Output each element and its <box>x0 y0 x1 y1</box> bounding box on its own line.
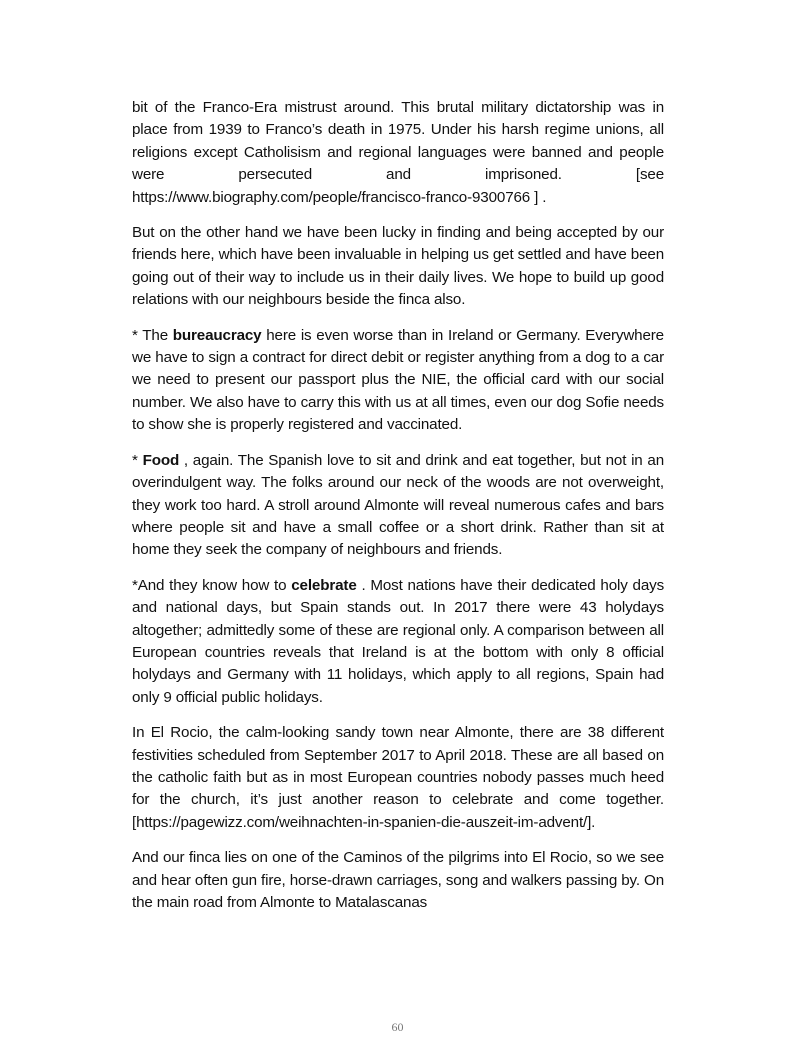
food-keyword: Food <box>142 451 180 469</box>
paragraph-food-body: , again. The Spanish love to sit and drink and eat together, but not in an overindulgent way. The folks around our neck of the woods are not overweight, they work too hard. A stroll around Almonte will reveal numerous cafes and bars where people sit and have a small coffee or a short drink. Rather than sit at home they seek the company of neighbours and friends. <box>132 451 664 559</box>
page-body <box>132 97 664 927</box>
paragraph-friends: But on the other hand we have been lucky in finding and being accepted by our friends here, which have been invaluable in helping us get settled and have been going out of their way to include us in their daily lives. We hope to build up good relations with our neighbours beside the finca also. <box>132 224 664 309</box>
paragraph-celebrate-lead: *And they know how to <box>132 576 292 594</box>
paragraph-bureaucracy-body: here is even worse than in Ireland or Germany. Everywhere we have to sign a contract for direct debit or register anything from a dog to a car we need to present our passport plus the NIE, the official card with our social number. We also have to carry this with us at all times, even our dog Sofie needs to show she is properly registered and vaccinated. <box>132 326 664 434</box>
page-number: 60 <box>391 1020 404 1034</box>
paragraph-celebrate-body: . Most nations have their dedicated holy days and national days, but Spain stands out. In 2017 there were 43 holydays altogether; admittedly some of these are regional only. A comparison between all European countries reveals that Ireland is at the bottom with only 8 official holydays and Germany with 11 holidays, which apply to all regions, Spain had only 9 official public holidays. <box>132 576 665 706</box>
paragraph-finca-caminos: And our finca lies on one of the Caminos of the pilgrims into El Rocio, so we see and hear often gun fire, horse-drawn carriages, song and walkers passing by. On the main road from Almonte to Matalascanas <box>132 849 664 911</box>
celebrate-keyword: celebrate <box>291 576 357 594</box>
paragraph-el-rocio: In El Rocio, the calm-looking sandy town near Almonte, there are 38 different festivities scheduled from September 2017 to April 2018. These are all based on the catholic faith but as in most European countries nobody passes much heed for the church, it’s just another reason to celebrate and come together. [https://pagewizz.com/weihnachten-in-spanien-die-auszeit-im-advent/]. <box>132 724 664 831</box>
paragraph-food-lead: * <box>132 451 143 469</box>
paragraph-bureaucracy <box>132 325 664 437</box>
paragraph-celebrate <box>132 575 664 709</box>
bureaucracy-keyword: bureaucracy <box>172 326 262 344</box>
paragraph-bureaucracy-lead: * The <box>132 326 173 344</box>
paragraph-franco-era: bit of the Franco-Era mistrust around. This brutal military dictatorship was in place from 1939 to Franco’s death in 1975. Under his harsh regime unions, all religions except Catholisism and regional languages were banned and people were persecuted and imprisoned. [see https://www.biography.com/people/francisco-franco-9300766 ] . <box>132 99 664 206</box>
paragraph-food <box>132 450 664 562</box>
